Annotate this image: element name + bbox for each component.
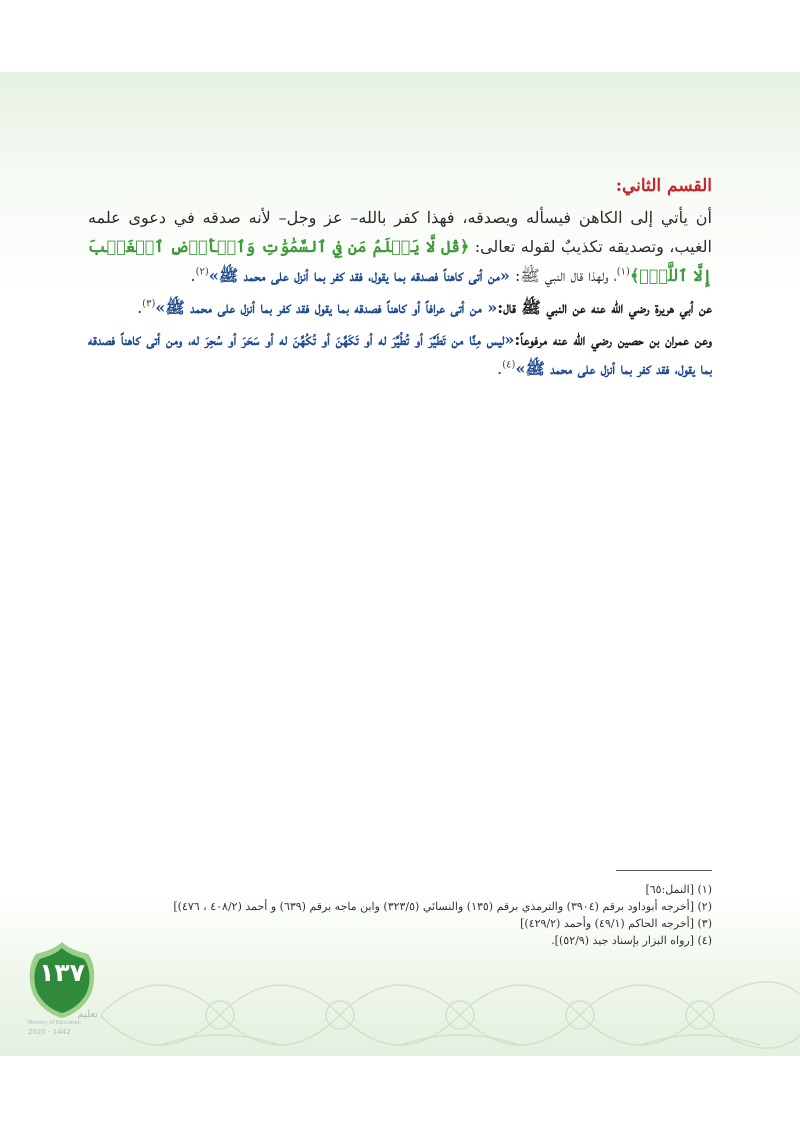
footnote-4: (٤) [رواه البزار بإسناد جيد (٥٢/٩)]. bbox=[551, 934, 712, 947]
paragraph-2-end: . bbox=[137, 298, 143, 317]
paragraph-1 bbox=[88, 203, 712, 290]
hadith-2: « من أتى عرافاً أو كاهناً فصدقه بما يقول فقد كفر بما أنزل على محمد ﷺ» bbox=[155, 298, 498, 317]
logo-arabic: تعليم bbox=[77, 1009, 98, 1020]
footnote-ref-1: (١) bbox=[616, 266, 630, 278]
top-margin bbox=[0, 0, 800, 72]
quran-verse: ﴿قُل لَّا يَعۡلَمُ مَن فِي ٱلسَّمَٰوَٰتِ وَٱلۡأَرۡضِ ٱلۡغَيۡبَ إِلَّا ٱللَّهُۚ﴾ bbox=[88, 237, 712, 285]
footnote-ref-2: (٢) bbox=[195, 266, 209, 278]
footnote-1: (١) [النمل:٦٥] bbox=[645, 883, 712, 896]
paragraph-2-lead: عن أبي هريرة رضي الله عنه عن النبي ﷺ قال: bbox=[497, 298, 712, 317]
paragraph-3-lead: وعن عمران بن حصين رضي الله عنه مرفوعاً: bbox=[514, 330, 712, 349]
ministry-logo bbox=[28, 1010, 98, 1037]
footnote-divider bbox=[616, 870, 712, 871]
paragraph-1-text-2: ، ولهذا قال النبي ﷺ: bbox=[514, 266, 617, 285]
main-content bbox=[88, 172, 712, 383]
logo-years: 2020 - 1442 bbox=[28, 1028, 71, 1036]
paragraph-3 bbox=[88, 325, 712, 383]
section-title: القسم الثاني: bbox=[615, 176, 712, 196]
paragraph-1-text: أن يأتي إلى الكاهن فيسأله ويصدقه، فهذا كفر بالله– عز وجل– لأنه صدقه في دعوى علمه الغيب، وتصديقه تكذيبٌ لقوله تعالى: bbox=[88, 208, 712, 256]
bottom-margin bbox=[0, 1056, 800, 1131]
footnote-2: (٢) [أخرجه أبوداود برقم (٣٩٠٤) والترمذي برقم (١٣٥) والنسائي (٣٢٣/٥) وابن ماجه برقم (٦٣٩) و أحمد (٤٠٨/٢ ، ٤٧٦)] bbox=[173, 900, 712, 913]
paragraph-1-end: . bbox=[190, 266, 196, 285]
paragraph-3-end: . bbox=[497, 359, 503, 378]
decorative-pattern bbox=[100, 955, 800, 1055]
footnotes bbox=[88, 870, 712, 949]
logo-english: Ministry of Education bbox=[28, 1020, 81, 1026]
footnote-3: (٣) [أخرجه الحاكم (٤٩/١) وأحمد (٤٢٩/٢)] bbox=[520, 917, 712, 930]
hadith-1: «من أتى كاهناً فصدقه بما يقول، فقد كفر بما أنزل على محمد ﷺ» bbox=[208, 266, 510, 285]
page-number: ١٣٧ bbox=[39, 958, 85, 987]
paragraph-2 bbox=[88, 293, 712, 322]
footnote-ref-3: (٣) bbox=[142, 298, 156, 310]
footnote-ref-4: (٤) bbox=[502, 359, 516, 371]
hadith-3: «ليس مِنَّا من تَطَيَّرَ أو تُطُيِّرَ له أو تَكَهَّنَ أو تُكُهِّنَ له أو سَحَرَ أو سُحِرَ له، ومن أتى كاهناً فصدقه بما يقول، فقد كفر بما أنزل على محمد ﷺ» bbox=[88, 330, 712, 378]
